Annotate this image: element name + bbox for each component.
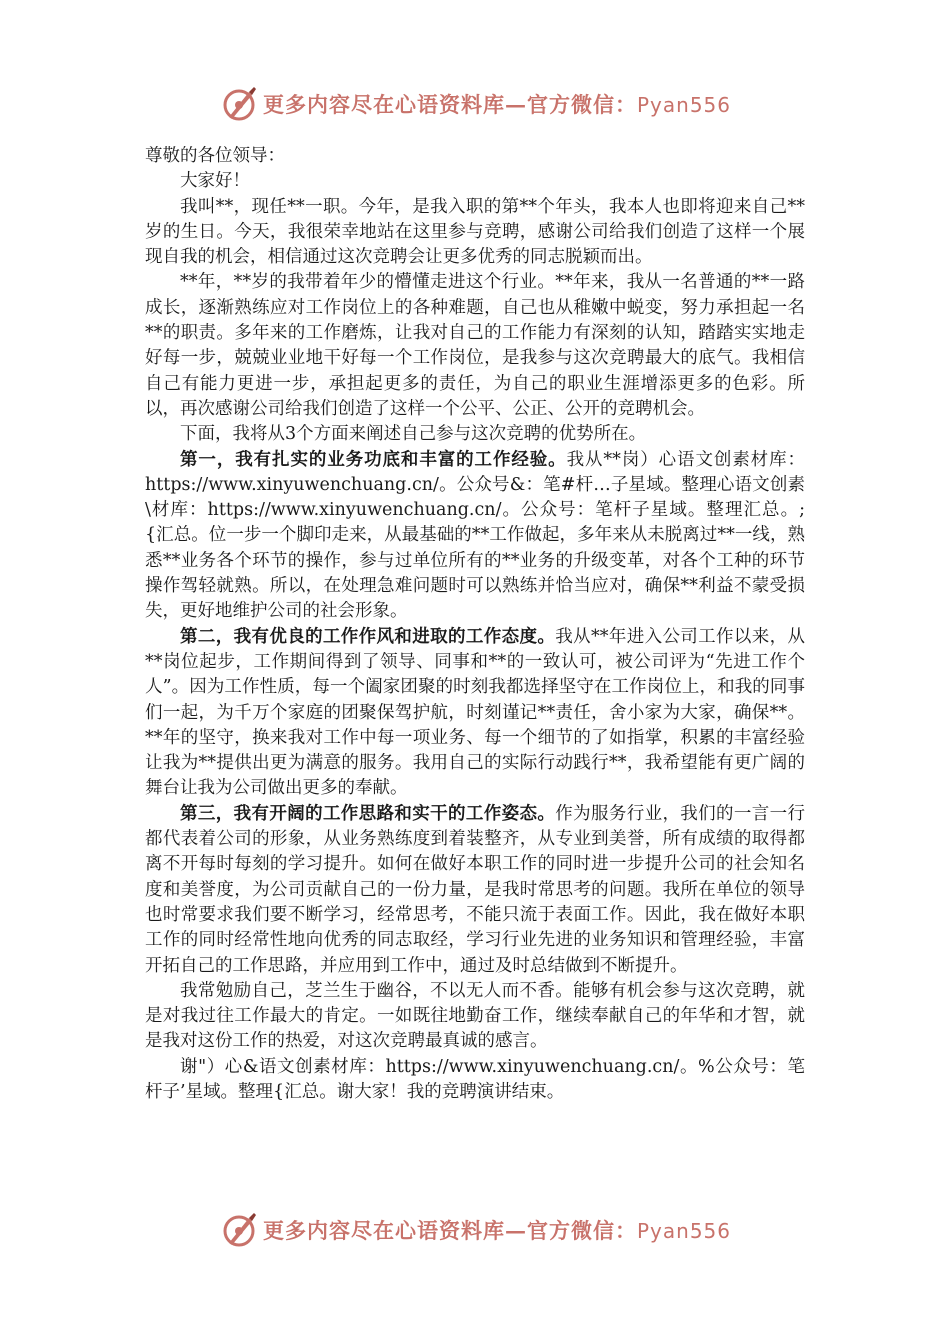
pen-logo-icon [219,1210,259,1250]
banner-text: 更多内容尽在心语资料库—官方微信：Pyan556 [262,1218,731,1243]
greeting: 大家好！ [180,171,250,192]
point-three-text: 作为服务行业，我们的一言一行都代表着公司的形象，从业务熟练度到着装整齐，从专业到美誉，所有成绩的取得都离不开每时每刻的学习提升。如何在做好本职工作的同时进一步提升公司的社会知名度和美誉度，为公司贡献自己的一份力量，是我时常思考的问题。我所在单位的领导也时常要求我们要不断学习，经常思考，不能只流于表面工作。因此，我在做好本职工作的同时经常性地向优秀的同志取经，学习行业先进的业务知识和管理经验，丰富开拓自己的工作思路，并应用到工作中，通过及时总结做到不断提升。 [145,803,806,976]
point-one-heading: 第一，我有扎实的业务功底和丰富的工作经验。 [180,449,567,470]
paragraph-thanks: 谢"）心&语文创素材库：https://www.xinyuwenchuang.cn/。%公众号：笔杆子’星域。整理{汇总。谢大家！我的竞聘演讲结束。 [145,1056,805,1102]
wechat-id: Pyan556 [636,93,731,117]
point-three-heading: 第三，我有开阔的工作思路和实干的工作姿态。 [180,803,556,824]
point-two-text: 我从**年进入公司工作以来，从**岗位起步，工作期间得到了领导、同事和**的一致认可，被公司评为“先进工作个人”。因为工作性质，每一个阖家团聚的时刻我都选择坚守在工作岗位上，和我的同事们一起，为千万个家庭的团聚保驾护航，时刻谨记**责任，舍小家为大家，确保**。**年的坚守，换来我对工作中每一项业务、每一个细节的了如指掌，积累的丰富经验让我为**提供出更为满意的服务。我用自己的实际行动践行**，我希望能有更广阔的舞台让我为公司做出更多的奉献。 [145,626,806,799]
header-banner [0,82,950,126]
paragraph-overview: 下面，我将从3个方面来阐述自己参与这次竞聘的优势所在。 [180,424,647,445]
paragraph-closing: 我常勉励自己，芝兰生于幽谷，不以无人而不香。能够有机会参与这次竞聘，就是对我过往工作最大的肯定。一如既往地勤奋工作，继续奉献自己的年华和才智，就是我对这份工作的热爱，对这次竞聘最真诚的感言。 [145,980,805,1052]
paragraph-career: **年，**岁的我带着年少的懵懂走进这个行业。**年来，我从一名普通的**一路成长，逐渐熟练应对工作岗位上的各种难题，自己也从稚嫩中蜕变，努力承担起一名**的职责。多年来的工作磨炼，让我对自己的工作能力有深刻的认知，踏踏实实地走好每一步，兢兢业业地干好每一个工作岗位，是我参与这次竞聘最大的底气。我相信自己有能力更进一步，承担起更多的责任，为自己的职业生涯增添更多的色彩。所以，再次感谢公司给我们创造了这样一个公平、公正、公开的竞聘机会。 [145,272,805,419]
footer-banner [0,1208,950,1252]
paragraph-intro: 我叫**，现任**一职。今年，是我入职的第**个年头，我本人也即将迎来自己**岁的生日。今天，我很荣幸地站在这里参与竞聘，感谢公司给我们创造了这样一个展现自我的机会，相信通过这次竞聘会让更多优秀的同志脱颖而出。 [145,196,805,268]
wechat-id: Pyan556 [636,1219,731,1243]
paragraph-point-one [145,448,805,625]
point-one-text: 我从**岗）心语文创素材库：https://www.xinyuwenchuang.cn/。公众号&：笔#杆…子星域。整理心语文创素\材库：https://www.xinyuwenchuang.cn/。公众号：笔杆子星域。整理汇总。;{汇总。位一步一个脚印走来，从最基础的**工作做起，多年来从未脱离过**一线，熟悉**业务各个环节的操作，参与过单位所有的**业务的升级变革，对各个工种的环节操作驾轻就熟。所以，在处理急难问题时可以熟练并恰当应对，确保**利益不蒙受损失，更好地维护公司的社会形象。 [145,449,806,622]
letter-body [145,144,805,1105]
salutation: 尊敬的各位领导： [145,146,285,166]
pen-logo-icon [219,84,259,124]
banner-text: 更多内容尽在心语资料库—官方微信：Pyan556 [262,92,731,117]
point-two-heading: 第二，我有优良的工作作风和进取的工作态度。 [180,626,556,647]
paragraph-point-three [145,802,805,979]
paragraph-point-two [145,625,805,802]
